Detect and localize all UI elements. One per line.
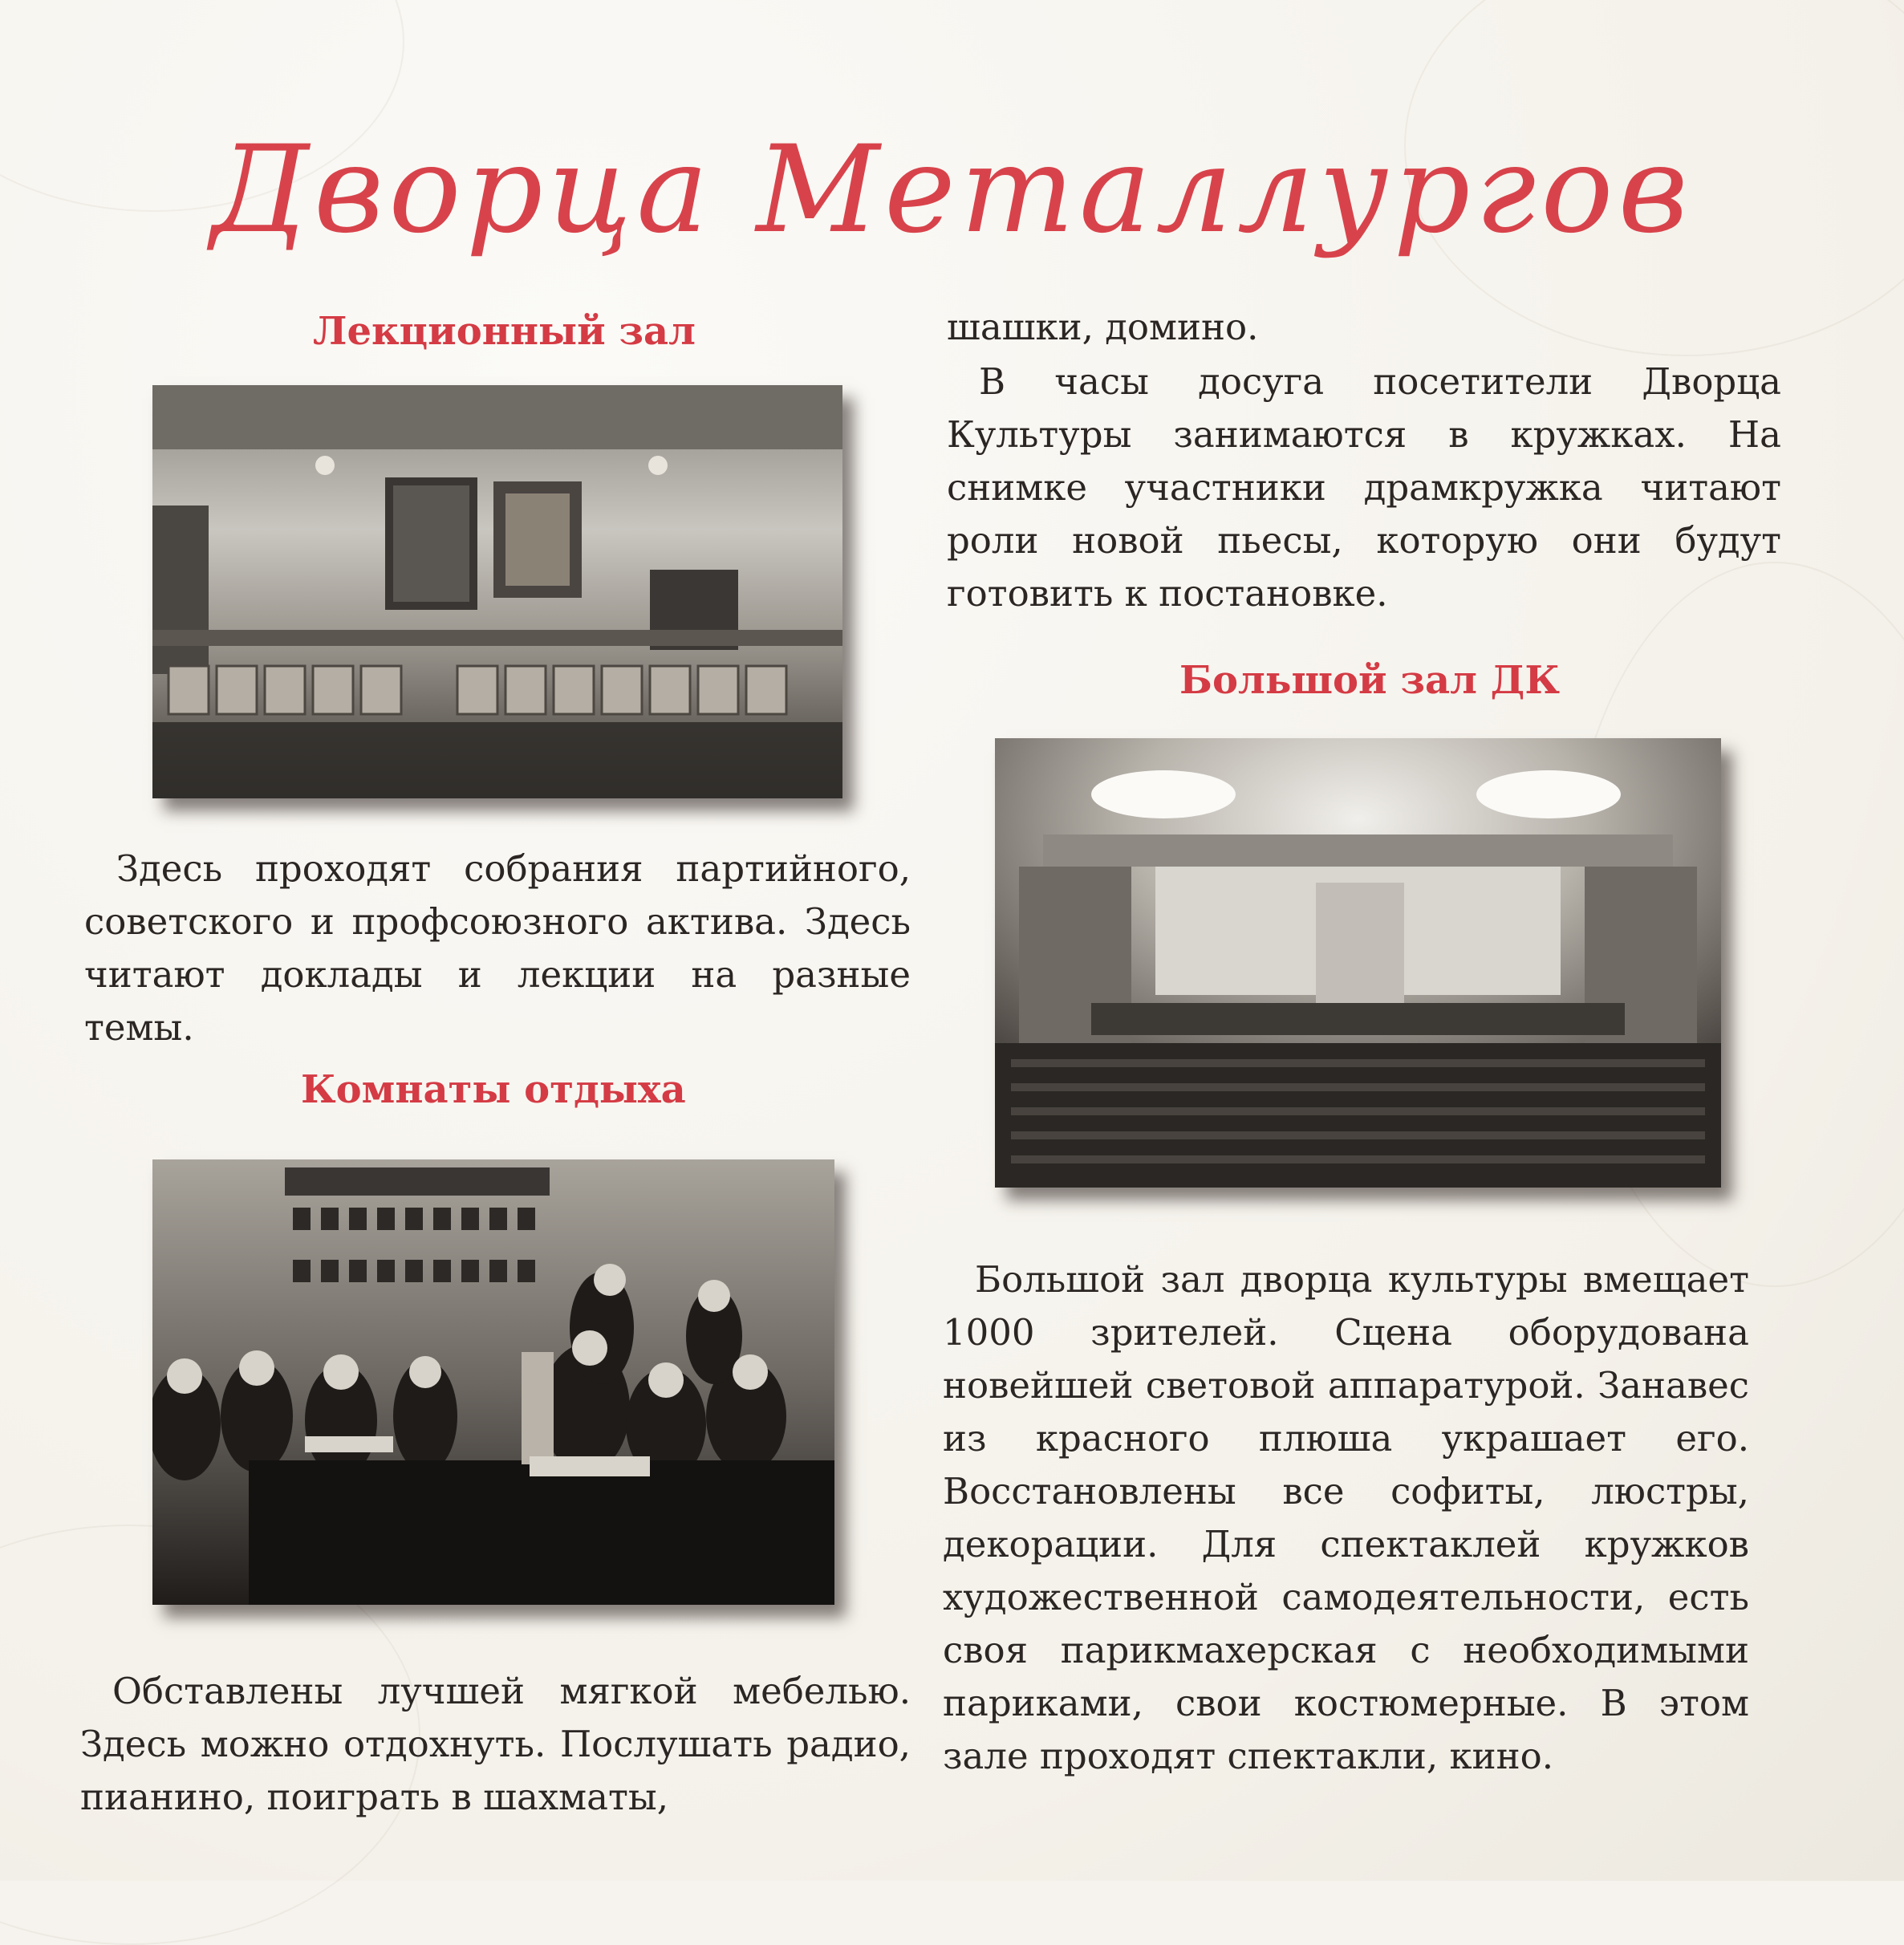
continued-text-top: шашки, домино. bbox=[947, 306, 1259, 348]
heading-lecture-hall: Лекционный зал bbox=[313, 309, 696, 354]
main-hall-text: Большой зал дворца культуры вмещает 1000 зрителей. Сцена оборудована новейшей световой аппаратурой. Занавес из красного плюша украшает его. Восстановлены все софиты, люстры, декорации. Для спектаклей кружков художественной самодеятельности, есть своя парикмахерская с необходимыми париками, свои костюмерные. В этом зале проходят спектакли, кино. bbox=[943, 1258, 1749, 1777]
photo-lecture-hall bbox=[152, 385, 842, 798]
heading-rest-rooms: Комнаты отдыха bbox=[301, 1067, 686, 1112]
lecture-hall-image bbox=[152, 385, 842, 798]
heading-main-hall: Большой зал ДК bbox=[1179, 658, 1560, 703]
drama-club-text: В часы досуга посетители Дворца Культуры занимаются в кружках. На снимке участники драмкружка читают роли новой пьесы, которую они будут готовить к постановке. bbox=[947, 360, 1781, 615]
main-hall-image bbox=[995, 738, 1721, 1188]
photo-main-hall bbox=[995, 738, 1721, 1188]
photo-rest-rooms bbox=[152, 1159, 834, 1605]
rest-rooms-image bbox=[152, 1159, 834, 1605]
lecture-hall-text: Здесь проходят собрания партийного, советского и профсоюзного актива. Здесь читают доклады и лекции на разные темы. bbox=[84, 847, 911, 1049]
rest-rooms-text: Обставлены лучшей мягкой мебелью. Здесь можно отдохнуть. Послушать радио, пианино, поиграть в шахматы, bbox=[80, 1670, 911, 1818]
page-title: Дворца Металлургов bbox=[211, 120, 1693, 260]
